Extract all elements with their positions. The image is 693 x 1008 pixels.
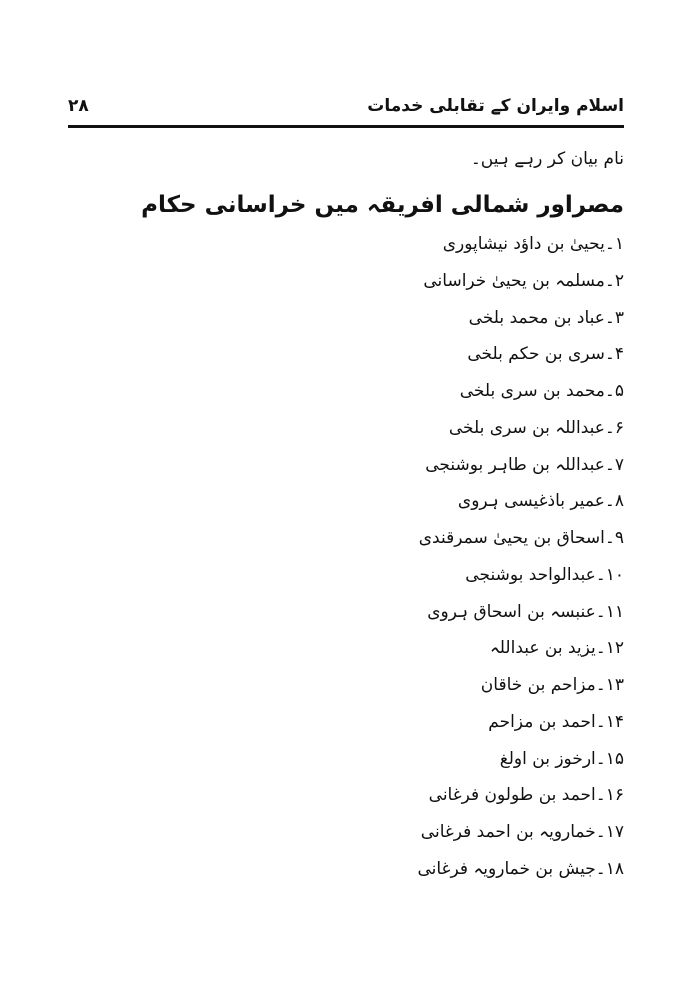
list-item: ۱۴۔احمد بن مزاحم xyxy=(488,711,624,732)
list-item: ۷۔عبداللہ بن طاہر بوشنجی xyxy=(425,454,624,475)
list-item: ۶۔عبداللہ بن سری بلخی xyxy=(448,417,624,438)
list-item: ۴۔سری بن حکم بلخی xyxy=(467,344,624,365)
list-item: ۸۔عمیر باذغیسی ہروی xyxy=(457,491,624,512)
section-heading: مصراور شمالی افریقہ میں خراسانی حکام xyxy=(141,192,624,218)
list-item: ۱۸۔جیش بن خمارویہ فرغانی xyxy=(417,858,624,879)
list-item: ۹۔اسحاق بن یحییٰ سمرقندی xyxy=(418,528,624,548)
list-item: ۳۔عباد بن محمد بلخی xyxy=(468,307,624,328)
running-header xyxy=(68,92,624,120)
list-item: ۱۔یحییٰ بن داؤد نیشاپوری xyxy=(442,234,624,254)
list-item: ۱۳۔مزاحم بن خاقان xyxy=(480,675,624,695)
list-item: ۱۱۔عنبسہ بن اسحاق ہروی xyxy=(427,601,624,622)
intro-text: نام بیان کر رہے ہیں۔ xyxy=(470,149,624,169)
rulers-list xyxy=(68,226,624,888)
list-item: ۱۲۔یزید بن عبداللہ xyxy=(489,638,624,659)
list-item: ۲۔مسلمہ بن یحییٰ خراسانی xyxy=(423,270,624,291)
list-item: ۵۔محمد بن سری بلخی xyxy=(459,381,624,401)
page-number: ۲۸ xyxy=(68,96,89,116)
header-divider xyxy=(68,125,624,128)
list-item: ۱۶۔احمد بن طولون فرغانی xyxy=(428,785,624,806)
list-item: ۱۵۔ارخوز بن اولغ xyxy=(499,748,624,769)
header-title: اسلام وایران کے تقابلی خدمات xyxy=(367,96,624,116)
list-item: ۱۰۔عبدالواحد بوشنجی xyxy=(465,564,624,585)
list-item: ۱۷۔خمارویہ بن احمد فرغانی xyxy=(420,822,624,842)
